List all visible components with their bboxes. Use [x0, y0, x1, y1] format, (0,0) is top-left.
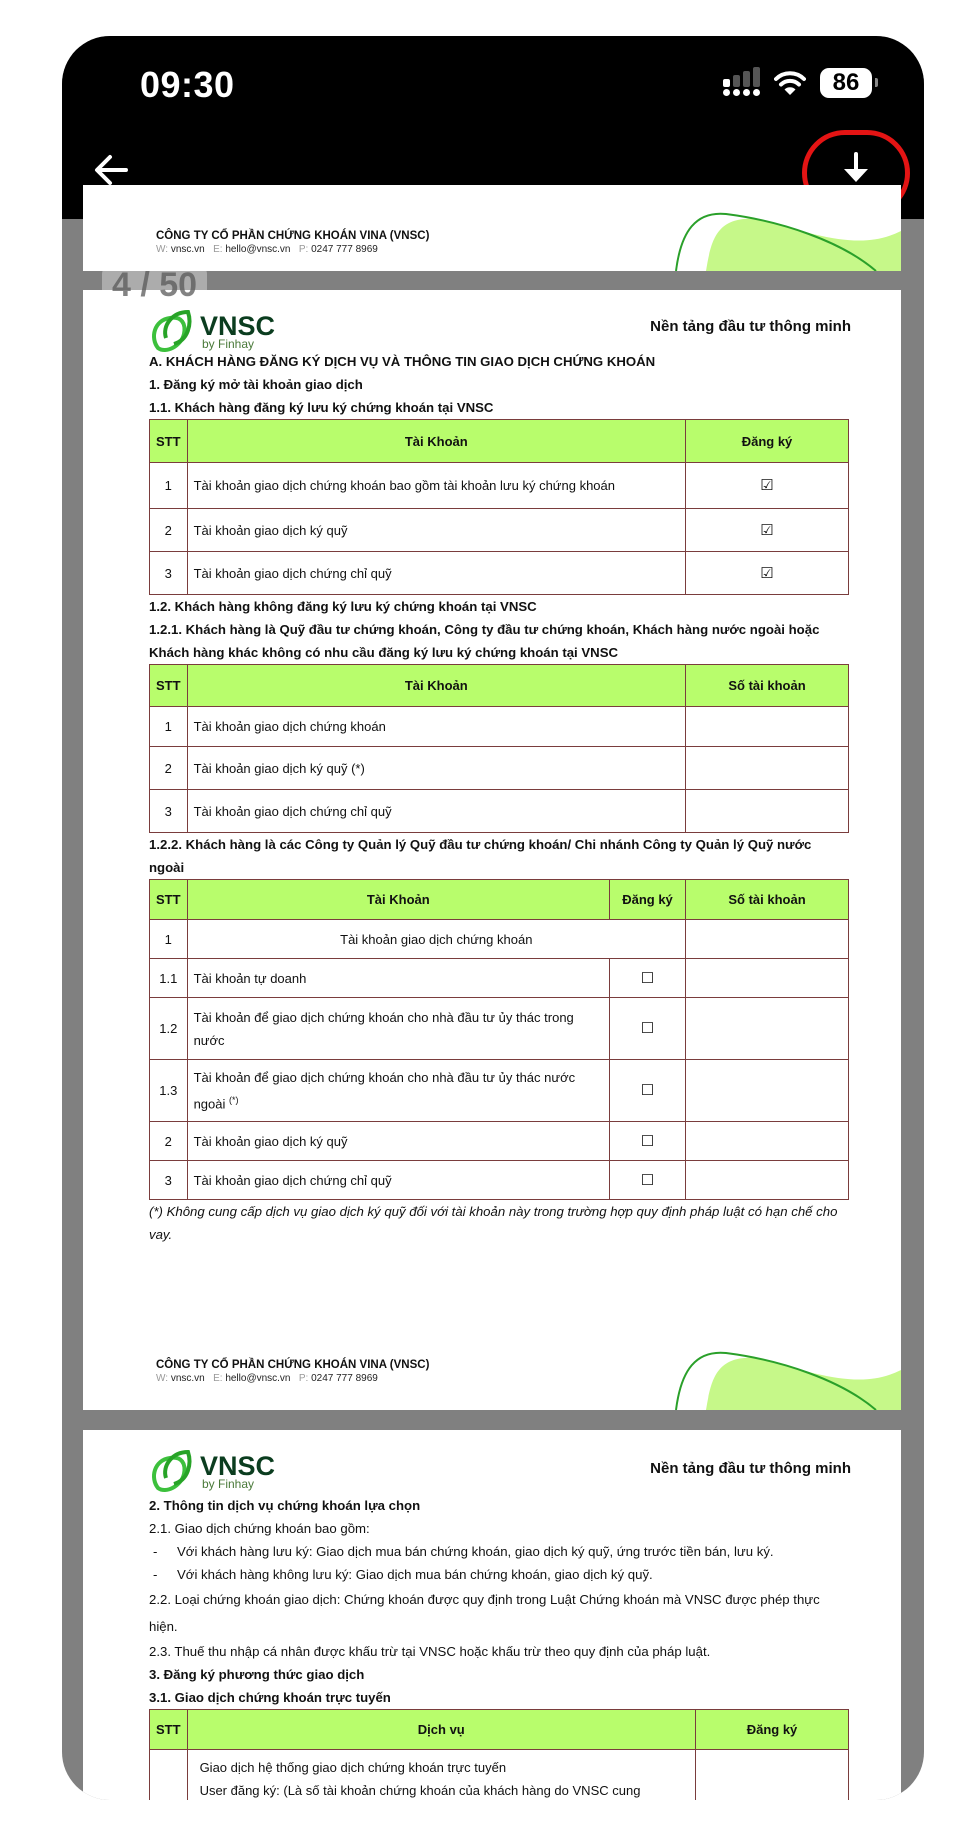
checkbox-unchecked[interactable]: ☐ [610, 1161, 686, 1200]
footer-decoration-icon [671, 1350, 901, 1410]
status-time: 09:30 [140, 64, 235, 105]
vnsc-leaf-logo-icon [148, 308, 196, 356]
account-number-field[interactable] [686, 1060, 849, 1122]
table-row: 2 Tài khoản giao dịch ký quỹ (*) [150, 747, 849, 790]
checkbox-unchecked[interactable]: ☐ [610, 1060, 686, 1122]
list-item: - Với khách hàng không lưu ký: Giao dịch mua bán chứng khoán, giao dịch ký quỹ. [153, 1567, 653, 1582]
document-content [149, 1494, 849, 1800]
table-row: 2 Tài khoản giao dịch ký quỹ ☑ [150, 509, 849, 552]
table-online-trading: STT Dịch vụ Đăng ký Giao dịch hệ thống giao dịch chứng khoán trực tuyến User đăng ký: (Là số tài khoản chứng khoán của khách hàng do VNSC cung [149, 1709, 849, 1800]
footer-contact: W: vnsc.vn E: hello@vnsc.vn P: 0247 777 8969 [156, 1373, 378, 1384]
section-heading: 1.1. Khách hàng đăng ký lưu ký chứng khoán tại VNSC [149, 400, 494, 415]
section-heading: 3. Đăng ký phương thức giao dịch [149, 1667, 365, 1682]
table-registered-accounts: STT Tài Khoản Đăng ký 1 Tài khoản giao dịch chứng khoán bao gồm tài khoản lưu ký chứng khoán ☑ 2 Tài khoản giao dịch ký quỹ ☑ 3 Tài khoản giao dịch chứng chỉ quỹ ☑ [149, 419, 849, 595]
account-number-field[interactable] [686, 707, 849, 747]
list-item: - Với khách hàng lưu ký: Giao dịch mua bán chứng khoán, giao dịch ký quỹ, ứng trước tiền bán, lưu ký. [153, 1544, 774, 1559]
account-number-field[interactable] [686, 920, 849, 959]
phone-screen [62, 36, 924, 1800]
account-number-field[interactable] [686, 1122, 849, 1161]
table-row: 2 Tài khoản giao dịch ký quỹ ☐ [150, 1122, 849, 1161]
table-row: 1 Tài khoản giao dịch chứng khoán [150, 920, 849, 959]
checkbox-unchecked[interactable]: ☐ [610, 1122, 686, 1161]
header-slogan: Nền tảng đầu tư thông minh [650, 1460, 851, 1477]
table-row: 1.3 Tài khoản để giao dịch chứng khoán cho nhà đầu tư ủy thác nước ngoài (*) ☐ [150, 1060, 849, 1122]
footnote: (*) Không cung cấp dịch vụ giao dịch ký quỹ đối với tài khoản này trong trường hợp quy định pháp luật có hạn chế cho vay. [149, 1204, 838, 1242]
page-indicator: 4 / 50 [102, 266, 207, 305]
checkbox-checked[interactable]: ☑ [686, 463, 849, 509]
pdf-page-4 [83, 290, 901, 1410]
header-slogan: Nền tảng đầu tư thông minh [650, 318, 851, 335]
document-content [149, 350, 849, 1246]
section-heading: 1. Đăng ký mở tài khoản giao dịch [149, 377, 363, 392]
account-number-field[interactable] [686, 959, 849, 998]
table-row: 1.2 Tài khoản để giao dịch chứng khoán cho nhà đầu tư ủy thác trong nước ☐ [150, 998, 849, 1060]
vnsc-logo: VNSC by Finhay [148, 1448, 275, 1496]
table-row: Giao dịch hệ thống giao dịch chứng khoán trực tuyến User đăng ký: (Là số tài khoản chứng khoán của khách hàng do VNSC cung [150, 1750, 849, 1801]
checkbox-checked[interactable]: ☑ [686, 552, 849, 595]
checkbox-unchecked[interactable]: ☐ [610, 959, 686, 998]
table-row: 1 Tài khoản giao dịch chứng khoán bao gồm tài khoản lưu ký chứng khoán ☑ [150, 463, 849, 509]
table-non-custody-accounts: STT Tài Khoản Số tài khoản 1 Tài khoản giao dịch chứng khoán 2 Tài khoản giao dịch ký quỹ (*) 3 Tài khoản giao dịch chứng chỉ quỹ [149, 664, 849, 833]
table-row: 3 Tài khoản giao dịch chứng chỉ quỹ ☑ [150, 552, 849, 595]
section-heading: 1.2.2. Khách hàng là các Công ty Quản lý Quỹ đầu tư chứng khoán/ Chi nhánh Công ty Quản lý Quỹ nước ngoài [149, 837, 812, 875]
section-heading: 3.1. Giao dịch chứng khoán trực tuyến [149, 1690, 391, 1705]
pdf-page-5 [83, 1430, 901, 1800]
paragraph: 2.3. Thuế thu nhập cá nhân được khấu trừ tại VNSC hoặc khấu trừ theo quy định của pháp luật. [149, 1644, 711, 1659]
footer-decoration-icon [671, 211, 901, 271]
table-row: 1.1 Tài khoản tự doanh ☐ [150, 959, 849, 998]
page-footer [156, 1359, 429, 1384]
table-row: 3 Tài khoản giao dịch chứng chỉ quỹ ☐ [150, 1161, 849, 1200]
footer-contact: W: vnsc.vn E: hello@vnsc.vn P: 0247 777 8969 [156, 244, 378, 255]
cellular-signal-icon [723, 70, 760, 96]
footer-company: CÔNG TY CỔ PHẦN CHỨNG KHOÁN VINA (VNSC) [156, 230, 430, 242]
table-row: 3 Tài khoản giao dịch chứng chỉ quỹ [150, 790, 849, 833]
section-heading: 1.2. Khách hàng không đăng ký lưu ký chứng khoán tại VNSC [149, 599, 537, 614]
section-heading: 2. Thông tin dịch vụ chứng khoán lựa chọn [149, 1498, 421, 1513]
page-footer [156, 230, 429, 255]
wifi-icon [774, 70, 806, 96]
vnsc-logo: VNSC by Finhay [148, 308, 275, 356]
checkbox-unchecked[interactable]: ☐ [610, 998, 686, 1060]
status-icons [723, 68, 872, 98]
pdf-page-prev [83, 185, 901, 271]
footer-company: CÔNG TY CỔ PHẦN CHỨNG KHOÁN VINA (VNSC) [156, 1359, 430, 1371]
account-number-field[interactable] [686, 790, 849, 833]
account-number-field[interactable] [686, 1161, 849, 1200]
table-fund-management-accounts: STT Tài Khoản Đăng ký Số tài khoản 1 Tài khoản giao dịch chứng khoán 1.1 Tài khoản tự doanh ☐ 1.2 Tài khoản để giao dịch chứng khoán cho nhà đầu tư ủy thác trong nước ☐ 1.3 Tài khoản để giao dịch chứng khoán cho nhà đầu tư ủy thác nước ngoài (*) ☐ 2 Tài khoản giao dịch ký quỹ ☐ 3 Tài khoản giao dịch chứng chỉ quỹ ☐ [149, 879, 849, 1200]
account-number-field[interactable] [686, 998, 849, 1060]
battery-indicator: 86 [820, 68, 872, 98]
paragraph: 2.1. Giao dịch chứng khoán bao gồm: [149, 1521, 370, 1536]
vnsc-leaf-logo-icon [148, 1448, 196, 1496]
table-row: 1 Tài khoản giao dịch chứng khoán [150, 707, 849, 747]
account-number-field[interactable] [686, 747, 849, 790]
section-heading: 1.2.1. Khách hàng là Quỹ đầu tư chứng khoán, Công ty đầu tư chứng khoán, Khách hàng nước ngoài hoặc Khách hàng khác không có nhu cầu đăng ký lưu ký chứng khoán tại VNSC [149, 622, 820, 660]
paragraph: 2.2. Loại chứng khoán giao dịch: Chứng khoán được quy định trong Luật Chứng khoán mà VNSC được phép thực hiện. [149, 1592, 820, 1634]
checkbox-checked[interactable]: ☑ [686, 509, 849, 552]
section-heading: A. KHÁCH HÀNG ĐĂNG KÝ DỊCH VỤ VÀ THÔNG TIN GIAO DỊCH CHỨNG KHOÁN [149, 354, 656, 369]
